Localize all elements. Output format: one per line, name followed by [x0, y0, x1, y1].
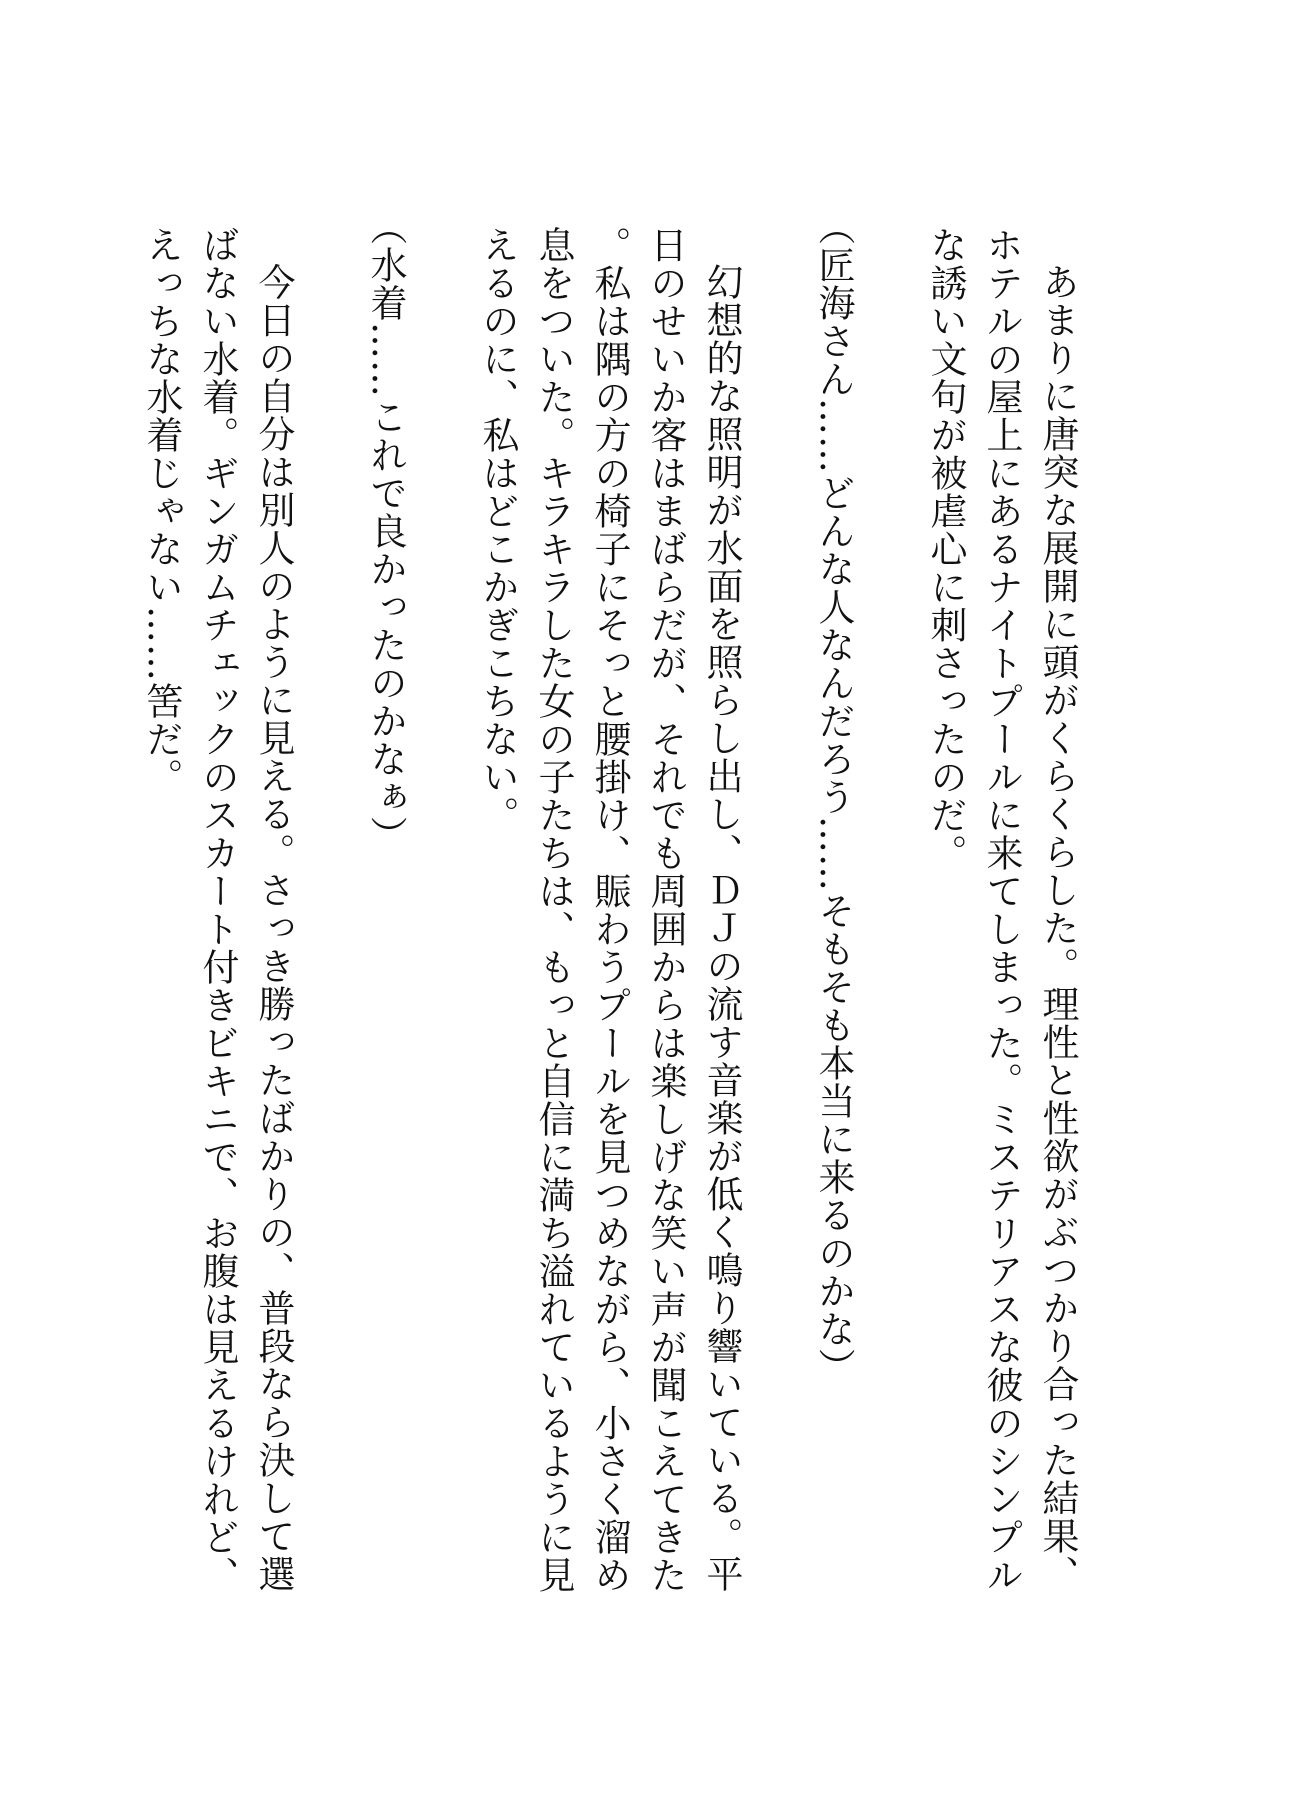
vertical-text-body: [133, 207, 1085, 1626]
paragraph-narration-3: 今日の自分は別人のように見える。さっき勝ったばかりの、普段なら決して選ばない水着。ギンガムチェックのスカート付きビキニで、お腹は見えるけれど、えっちな水着じゃない……筈だ。: [140, 226, 295, 1594]
paragraph-thought-1: （匠海さん……どんな人なんだろう……そもそも本当に来るのかな）: [812, 207, 855, 1386]
paragraph-narration-2: 幻想的な照明が水面を照らし出し、ＤＪの流す音楽が低く鳴り響いている。平日のせいか客はまばらだが、それでも周囲からは楽しげな笑い声が聞こえてきた。私は隅の方の椅子にそっと腰掛け、賑わうプールを見つめながら、小さく溜め息をついた。キラキラした女の子たちは、もっと自信に満ち溢れているように見えるのに、私はどこかぎこちない。: [476, 226, 743, 1594]
paragraph-thought-2: （水着……これで良かったのかなぁ）: [364, 207, 407, 854]
paragraph-narration-1: あまりに唐突な展開に頭がくらくらした。理性と性欲がぶつかり合った結果、ホテルの屋上にあるナイトプールに来てしまった。ミステリアスな彼のシンプルな誘い文句が被虐心に刺さったのだ。: [924, 226, 1079, 1594]
